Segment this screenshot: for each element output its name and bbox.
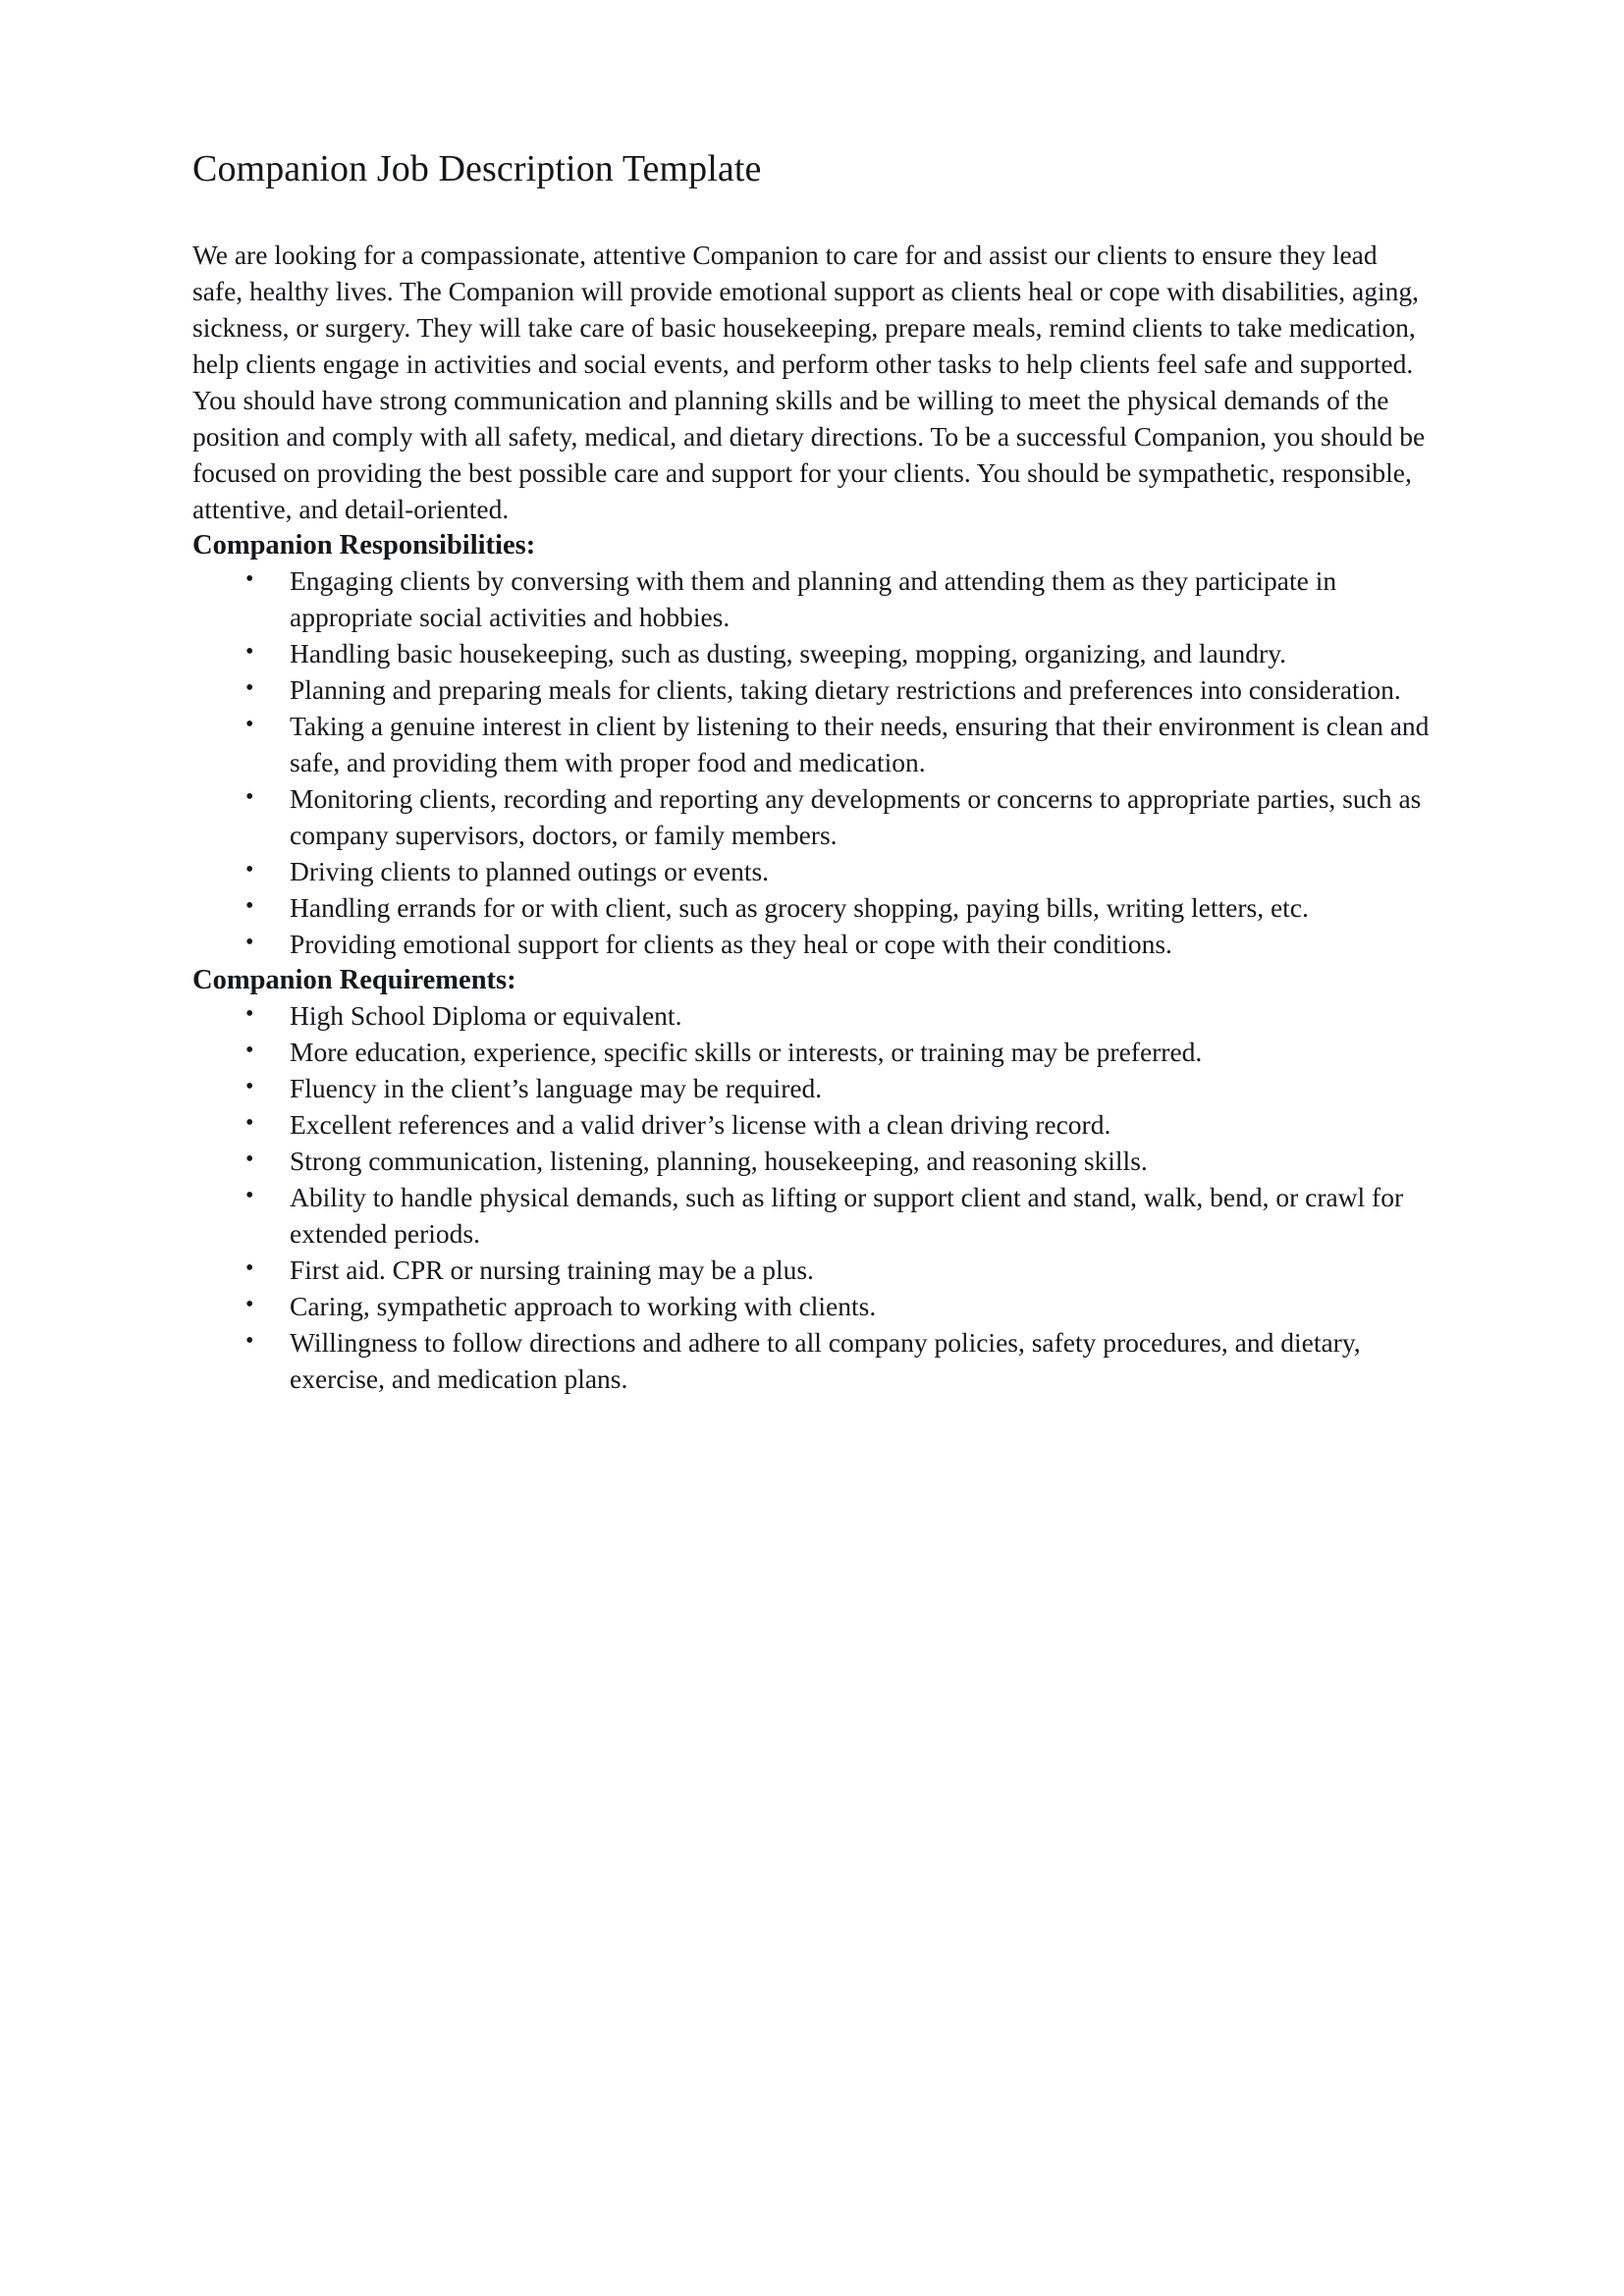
bullet-icon: • bbox=[245, 675, 254, 702]
list-item-label: Planning and preparing meals for clients, taking dietary restrictions and preferences into consideration. bbox=[290, 674, 1401, 706]
bullet-list bbox=[192, 998, 1432, 1398]
bullet-icon: • bbox=[245, 930, 254, 956]
sections-container bbox=[192, 528, 1432, 1399]
document-body bbox=[192, 147, 1432, 1398]
list-item bbox=[192, 927, 1432, 963]
list-item-label: Fluency in the client’s language may be required. bbox=[290, 1073, 823, 1104]
list-item-label: Monitoring clients, recording and reporting any developments or concerns to appropriate parties, such as company supervisors, doctors, or family members. bbox=[290, 783, 1422, 851]
bullet-icon: • bbox=[245, 1038, 254, 1064]
list-item bbox=[192, 636, 1432, 672]
list-item-label: Taking a genuine interest in client by listening to their needs, ensuring that their environment is clean and safe, and providing them with proper food and medication. bbox=[290, 711, 1430, 778]
list-item-label: Handling basic housekeeping, such as dusting, sweeping, mopping, organizing, and laundry. bbox=[290, 638, 1287, 669]
list-item-label: Handling errands for or with client, such as grocery shopping, paying bills, writing letters, etc. bbox=[290, 892, 1309, 924]
bullet-icon: • bbox=[245, 1110, 254, 1137]
list-item-label: Ability to handle physical demands, such as lifting or support client and stand, walk, bend, or crawl for extended periods. bbox=[290, 1182, 1404, 1250]
bullet-icon: • bbox=[245, 639, 254, 666]
bullet-icon: • bbox=[245, 857, 254, 883]
list-item-label: Excellent references and a valid driver’s license with a clean driving record. bbox=[290, 1109, 1111, 1141]
page-title: Companion Job Description Template bbox=[192, 148, 762, 189]
list-item bbox=[192, 1107, 1432, 1144]
list-item-label: First aid. CPR or nursing training may be a plus. bbox=[290, 1255, 814, 1286]
list-item bbox=[192, 890, 1432, 927]
list-item bbox=[192, 1253, 1432, 1289]
list-item bbox=[192, 709, 1432, 781]
section-heading: Companion Requirements: bbox=[192, 965, 516, 995]
bullet-icon: • bbox=[245, 1001, 254, 1028]
bullet-icon: • bbox=[245, 1183, 254, 1209]
list-item bbox=[192, 672, 1432, 709]
list-item bbox=[192, 854, 1432, 890]
title-body-spacer bbox=[192, 191, 1432, 238]
bullet-icon: • bbox=[245, 784, 254, 811]
list-item bbox=[192, 1180, 1432, 1253]
list-item bbox=[192, 1289, 1432, 1325]
list-item-label: Willingness to follow directions and adhere to all company policies, safety procedures, and dietary, exercise, and medication plans. bbox=[290, 1327, 1361, 1395]
list-item bbox=[192, 1144, 1432, 1180]
list-item-label: Providing emotional support for clients as they heal or cope with their conditions. bbox=[290, 929, 1172, 960]
bullet-list bbox=[192, 563, 1432, 963]
list-item bbox=[192, 781, 1432, 854]
bullet-icon: • bbox=[245, 1328, 254, 1355]
list-item-label: Strong communication, listening, planning, housekeeping, and reasoning skills. bbox=[290, 1146, 1148, 1177]
bullet-icon: • bbox=[245, 1147, 254, 1173]
list-item bbox=[192, 998, 1432, 1035]
list-item-label: More education, experience, specific skills or interests, or training may be preferred. bbox=[290, 1037, 1203, 1068]
bullet-icon: • bbox=[245, 1074, 254, 1100]
bullet-icon: • bbox=[245, 1255, 254, 1282]
bullet-icon: • bbox=[245, 893, 254, 920]
list-item bbox=[192, 1035, 1432, 1071]
list-item bbox=[192, 1325, 1432, 1398]
section-heading: Companion Responsibilities: bbox=[192, 529, 536, 561]
bullet-icon: • bbox=[245, 712, 254, 738]
list-item-label: Engaging clients by conversing with them and planning and attending them as they participate in appropriate social activities and hobbies. bbox=[290, 565, 1337, 633]
list-item-label: Caring, sympathetic approach to working with clients. bbox=[290, 1291, 877, 1322]
intro-paragraph: We are looking for a compassionate, attentive Companion to care for and assist our clients to ensure they lead safe, healthy lives. The Companion will provide emotional support as clients heal or cope with disabilities, aging, sickness, or surgery. They will take care of basic housekeeping, prepare meals, remind clients to take medication, help clients engage in activities and social events, and perform other tasks to help clients feel safe and supported. You should have strong communication and planning skills and be willing to meet the physical demands of the position and comply with all safety, medical, and dietary directions. To be a successful Companion, you should be focused on providing the best possible care and support for your clients. You should be sympathetic, responsible, attentive, and detail-oriented. bbox=[192, 239, 1426, 524]
list-item-label: High School Diploma or equivalent. bbox=[290, 1000, 682, 1032]
list-item bbox=[192, 1071, 1432, 1107]
list-item-label: Driving clients to planned outings or events. bbox=[290, 856, 770, 887]
list-item bbox=[192, 563, 1432, 636]
bullet-icon: • bbox=[245, 1292, 254, 1318]
bullet-icon: • bbox=[245, 566, 254, 593]
